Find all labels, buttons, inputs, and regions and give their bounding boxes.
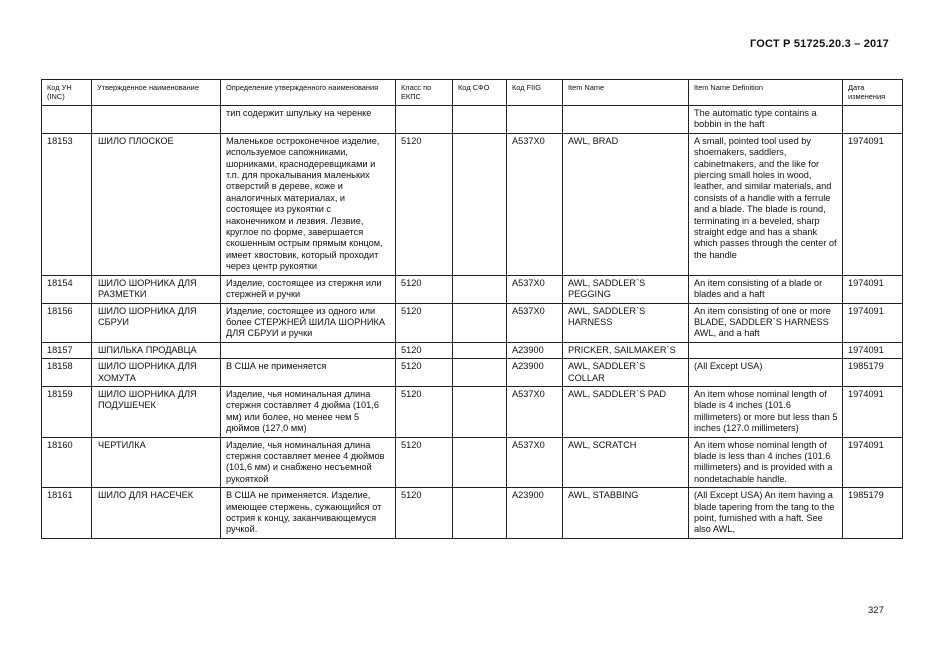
cell-item-name: PRICKER, SAILMAKER`S bbox=[563, 342, 689, 358]
cell-definition: В США не применяется. Изделие, имеющее стержень, сужающийся от острия к концу, заканчивающемуся ручкой. bbox=[221, 488, 396, 539]
cell-item-definition: An item whose nominal length of blade is less than 4 inches (101.6 millimeters) and is provided with a nondetachable handle. bbox=[689, 437, 843, 488]
cell-definition: Маленькое остроконечное изделие, используемое сапожниками, шорниками, краснодеревщиками и т.п. для прокалывания маленьких отверстий в дереве, коже и аналогичных материалах, и состоящее из рукоятки с наконечником и лезвия. Лезвие, круглое по форме, завершается скошенным острым прямым концом, имеет хвостовик, который проходит через центр рукоятки bbox=[221, 133, 396, 275]
cell-change-date: 1974091 bbox=[843, 386, 903, 437]
cell-item-name: AWL, SADDLER`S PAD bbox=[563, 386, 689, 437]
cell-approved-name: ЧЕРТИЛКА bbox=[92, 437, 221, 488]
cell-fiig: A537X0 bbox=[507, 386, 563, 437]
cell-sfo bbox=[453, 303, 507, 342]
table-row bbox=[42, 488, 903, 539]
cell-definition: Изделие, состоящее из стержня или стержней и ручки bbox=[221, 275, 396, 303]
cell-item-definition bbox=[689, 342, 843, 358]
cell-definition: Изделие, чья номинальная длина стержня составляет 4 дюйма (101,6 мм) или более, но менее чем 5 дюймов (127,0 мм) bbox=[221, 386, 396, 437]
cell-definition: Изделие, чья номинальная длина стержня составляет менее 4 дюймов (101,6 мм) и снабжено несъемной рукояткой bbox=[221, 437, 396, 488]
cell-approved-name: ШИЛО ШОРНИКА ДЛЯ РАЗМЕТКИ bbox=[92, 275, 221, 303]
cell-fiig: A23900 bbox=[507, 342, 563, 358]
col-header-sfo: Код СФО bbox=[453, 80, 507, 106]
cell-approved-name: ШИЛО ШОРНИКА ДЛЯ СБРУИ bbox=[92, 303, 221, 342]
cell-definition: Изделие, состоящее из одного или более СТЕРЖНЕЙ ШИЛА ШОРНИКА ДЛЯ СБРУИ и ручки bbox=[221, 303, 396, 342]
cell-change-date: 1974091 bbox=[843, 303, 903, 342]
cell-class: 5120 bbox=[396, 488, 453, 539]
cell-class: 5120 bbox=[396, 437, 453, 488]
cell-item-name: AWL, SADDLER`S PEGGING bbox=[563, 275, 689, 303]
cell-inc: 18160 bbox=[42, 437, 92, 488]
cell-sfo bbox=[453, 437, 507, 488]
cell-inc: 18159 bbox=[42, 386, 92, 437]
cell-change-date: 1974091 bbox=[843, 133, 903, 275]
cell-sfo bbox=[453, 359, 507, 387]
cell-sfo bbox=[453, 488, 507, 539]
cell-approved-name: ШИЛО ШОРНИКА ДЛЯ ХОМУТА bbox=[92, 359, 221, 387]
cell-fiig bbox=[507, 105, 563, 133]
cell-item-definition: An item whose nominal length of blade is 4 inches (101.6 millimeters) or more but less than 5 inches (127.0 millimeters) bbox=[689, 386, 843, 437]
cell-inc: 18157 bbox=[42, 342, 92, 358]
cell-item-name: AWL, SADDLER`S HARNESS bbox=[563, 303, 689, 342]
col-header-class: Класс по ЕКПС bbox=[396, 80, 453, 106]
cell-item-definition: A small, pointed tool used by shoemakers, saddlers, cabinetmakers, and the like for piercing small holes in wood, leather, and similar materials, and consists of a handle with a ferrule and a blade. The blade is round, terminating in a beveled, sharp straight edge and has a shank which passes through the center of the handle bbox=[689, 133, 843, 275]
cell-item-name: AWL, STABBING bbox=[563, 488, 689, 539]
col-header-change-date: Дата изменения bbox=[843, 80, 903, 106]
cell-class: 5120 bbox=[396, 386, 453, 437]
cell-definition bbox=[221, 342, 396, 358]
cell-sfo bbox=[453, 105, 507, 133]
page-number: 327 bbox=[868, 605, 884, 616]
cell-class: 5120 bbox=[396, 359, 453, 387]
cell-change-date: 1974091 bbox=[843, 342, 903, 358]
table-row bbox=[42, 437, 903, 488]
cell-definition: В США не применяется bbox=[221, 359, 396, 387]
cell-item-name: AWL, BRAD bbox=[563, 133, 689, 275]
cell-approved-name: ШИЛО ШОРНИКА ДЛЯ ПОДУШЕЧЕК bbox=[92, 386, 221, 437]
table-row bbox=[42, 105, 903, 133]
cell-fiig: A537X0 bbox=[507, 133, 563, 275]
cell-inc: 18154 bbox=[42, 275, 92, 303]
cell-sfo bbox=[453, 386, 507, 437]
col-header-inc: Код УН (INC) bbox=[42, 80, 92, 106]
table-row bbox=[42, 275, 903, 303]
cell-item-name: AWL, SADDLER`S COLLAR bbox=[563, 359, 689, 387]
cell-inc: 18153 bbox=[42, 133, 92, 275]
cell-approved-name: ШИЛО ДЛЯ НАСЕЧЕК bbox=[92, 488, 221, 539]
cell-fiig: A23900 bbox=[507, 488, 563, 539]
table-row bbox=[42, 303, 903, 342]
cell-fiig: A537X0 bbox=[507, 437, 563, 488]
cell-class: 5120 bbox=[396, 133, 453, 275]
cell-approved-name bbox=[92, 105, 221, 133]
cell-item-definition: The automatic type contains a bobbin in the haft bbox=[689, 105, 843, 133]
cell-change-date: 1974091 bbox=[843, 437, 903, 488]
col-header-approved-name: Утвержденное наименование bbox=[92, 80, 221, 106]
cell-fiig: A23900 bbox=[507, 359, 563, 387]
col-header-fiig: Код FIIG bbox=[507, 80, 563, 106]
cell-sfo bbox=[453, 275, 507, 303]
cell-change-date: 1985179 bbox=[843, 488, 903, 539]
cell-inc: 18161 bbox=[42, 488, 92, 539]
cell-fiig: A537X0 bbox=[507, 303, 563, 342]
table-header-row bbox=[42, 80, 903, 106]
cell-item-name: AWL, SCRATCH bbox=[563, 437, 689, 488]
cell-change-date bbox=[843, 105, 903, 133]
cell-change-date: 1985179 bbox=[843, 359, 903, 387]
cell-item-name bbox=[563, 105, 689, 133]
cell-approved-name: ШИЛО ПЛОСКОЕ bbox=[92, 133, 221, 275]
items-table bbox=[41, 79, 903, 539]
col-header-item-name: Item Name bbox=[563, 80, 689, 106]
cell-class: 5120 bbox=[396, 342, 453, 358]
cell-item-definition: An item consisting of one or more BLADE, SADDLER`S HARNESS AWL, and a haft bbox=[689, 303, 843, 342]
table-row bbox=[42, 359, 903, 387]
col-header-definition: Определение утвержденного наименования bbox=[221, 80, 396, 106]
cell-change-date: 1974091 bbox=[843, 275, 903, 303]
cell-item-definition: (All Except USA) bbox=[689, 359, 843, 387]
cell-sfo bbox=[453, 342, 507, 358]
cell-inc: 18156 bbox=[42, 303, 92, 342]
document-standard-header: ГОСТ Р 51725.20.3 – 2017 bbox=[749, 38, 889, 50]
cell-fiig: A537X0 bbox=[507, 275, 563, 303]
table-row bbox=[42, 133, 903, 275]
cell-item-definition: (All Except USA) An item having a blade tapering from the tang to the point, furnished with a haft. See also AWL, bbox=[689, 488, 843, 539]
cell-approved-name: ШПИЛЬКА ПРОДАВЦА bbox=[92, 342, 221, 358]
cell-item-definition: An item consisting of a blade or blades and a haft bbox=[689, 275, 843, 303]
cell-sfo bbox=[453, 133, 507, 275]
cell-class bbox=[396, 105, 453, 133]
table-row bbox=[42, 342, 903, 358]
cell-inc: 18158 bbox=[42, 359, 92, 387]
table-row bbox=[42, 386, 903, 437]
cell-definition: тип содержит шпульку на черенке bbox=[221, 105, 396, 133]
cell-class: 5120 bbox=[396, 303, 453, 342]
cell-class: 5120 bbox=[396, 275, 453, 303]
col-header-item-definition: Item Name Definition bbox=[689, 80, 843, 106]
cell-inc bbox=[42, 105, 92, 133]
